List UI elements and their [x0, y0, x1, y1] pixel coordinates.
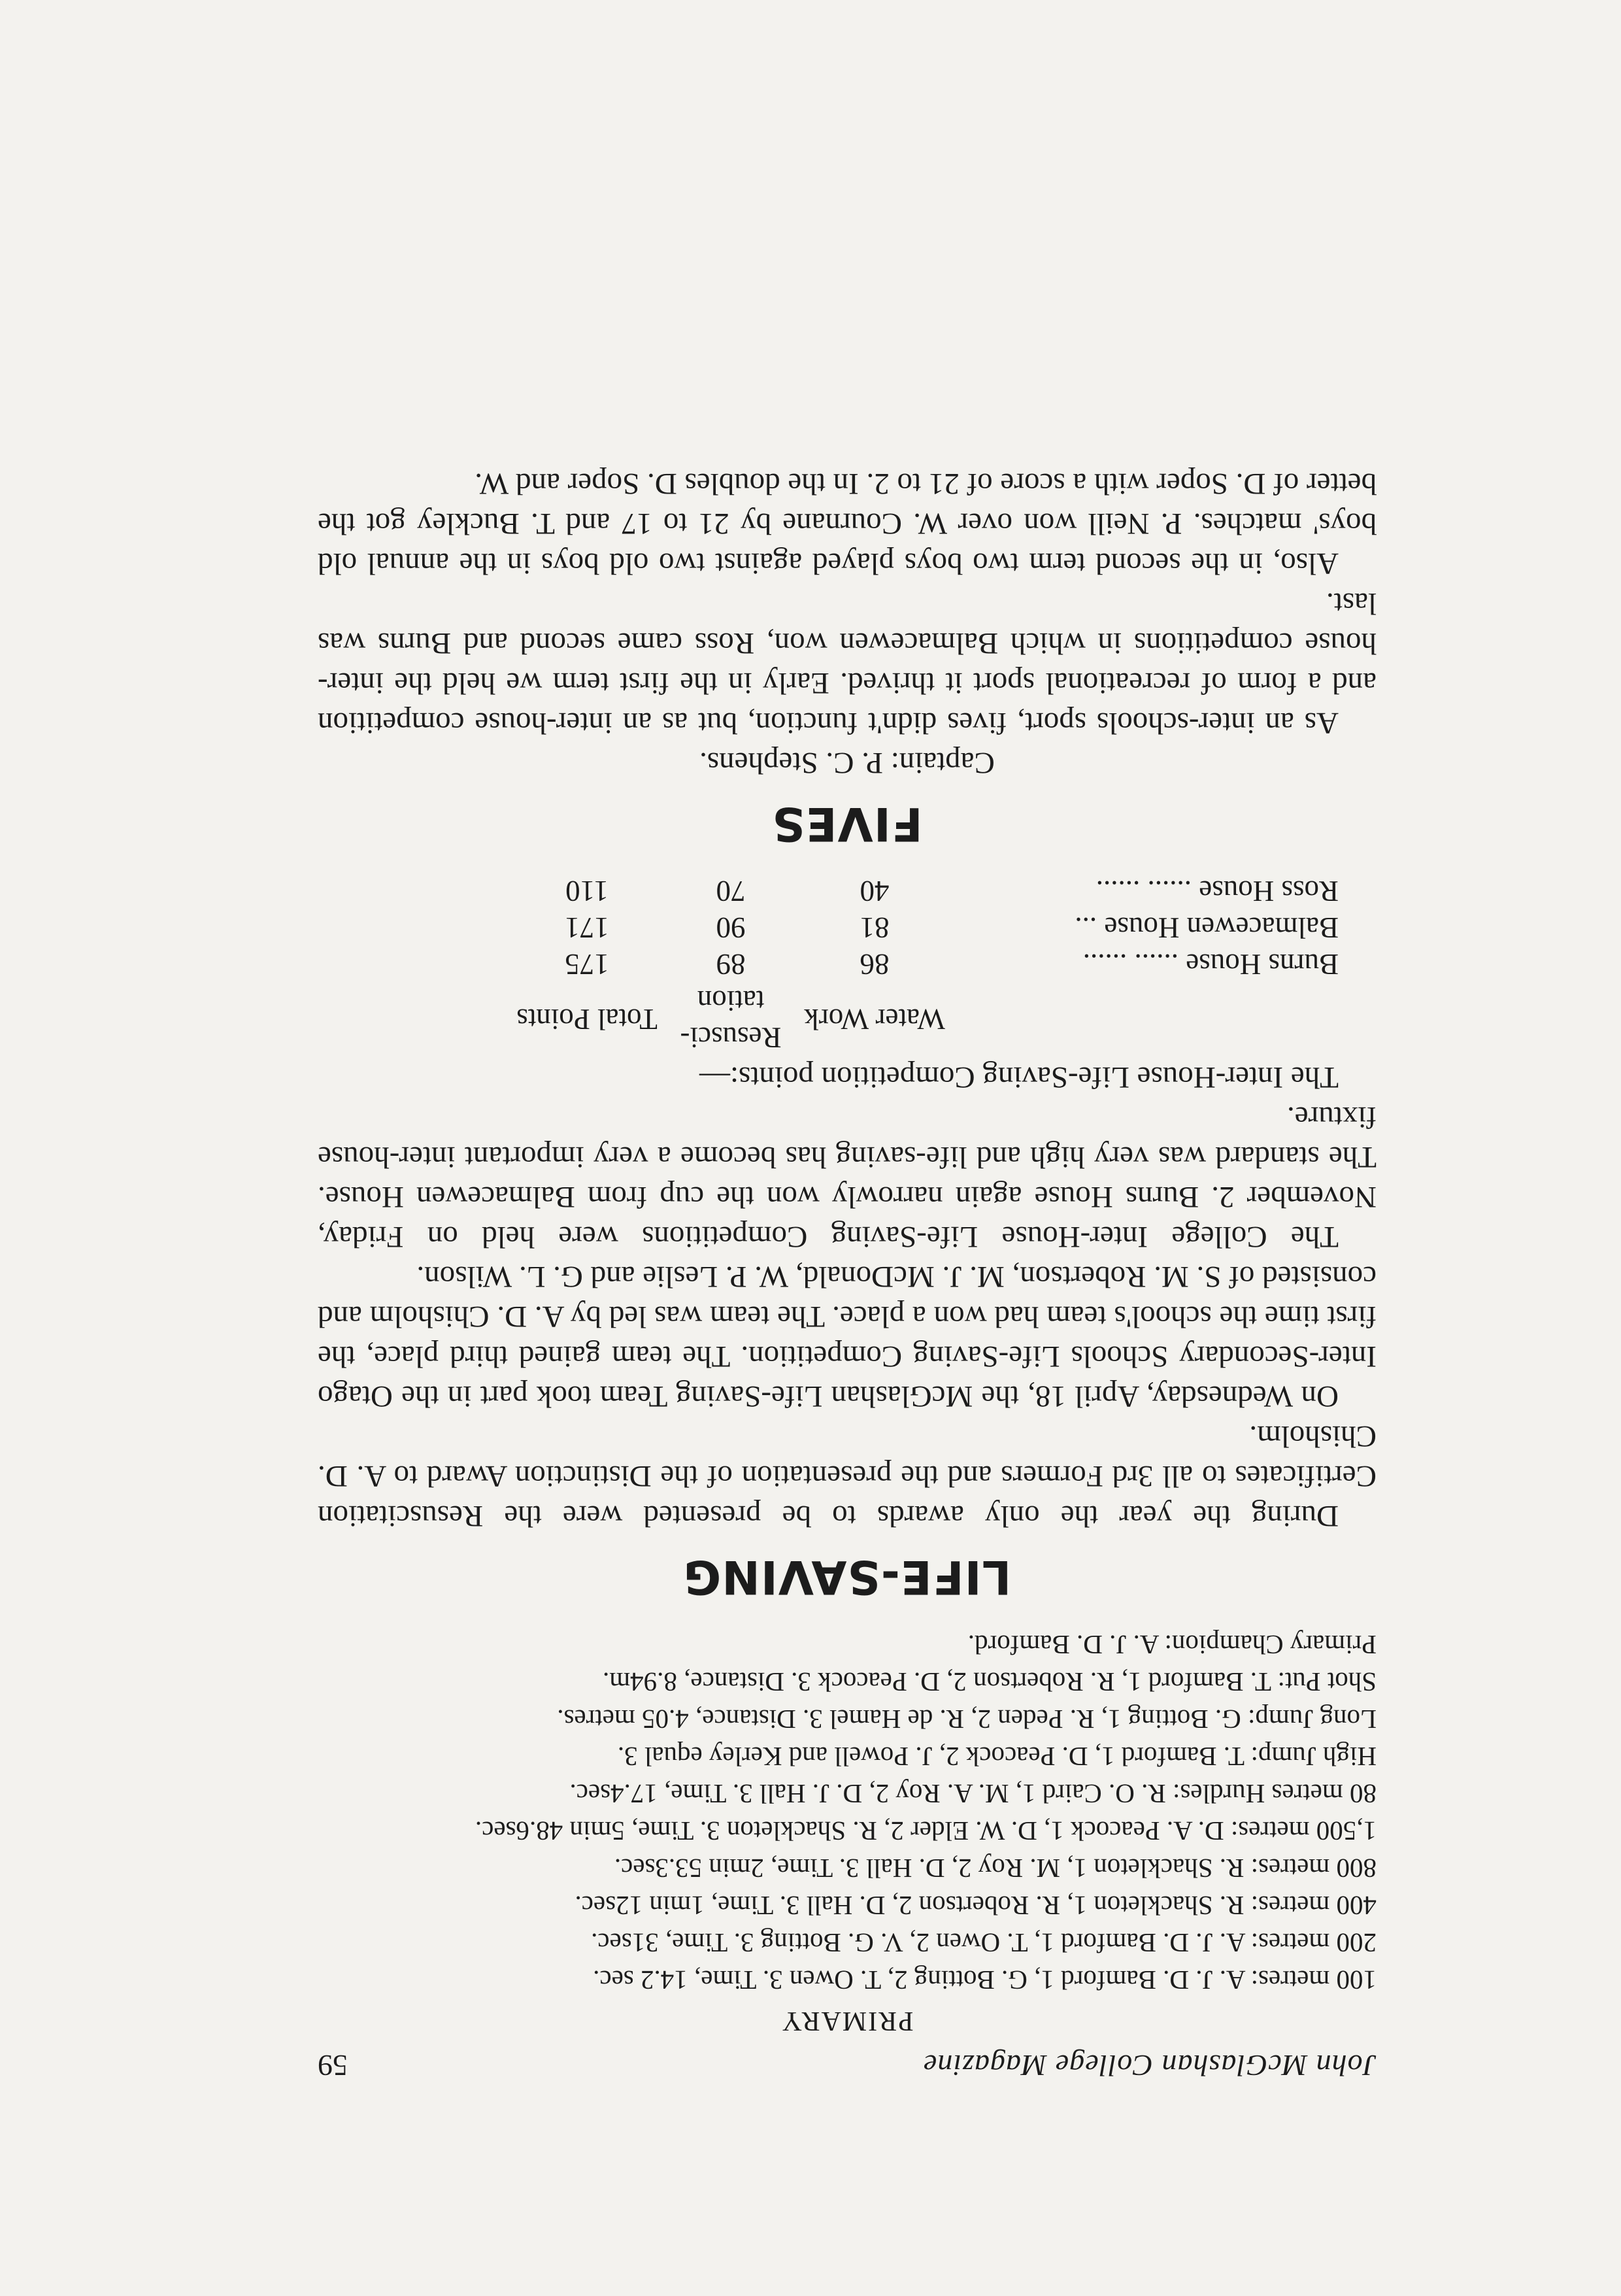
paragraph: During the year the only awards to be presented were the Resuscitation Certificates to all 3rd Formers and the presentation of the Distinction Award to A. D. Chisholm. [318, 1419, 1377, 1533]
column-header [946, 983, 1339, 1056]
water-work-score: 40 [860, 875, 890, 907]
result-line: 400 metres: R. Shackleton 1, R. Robertson 2, D. Hall 3. Time, 1min 12sec. [575, 1891, 1377, 1921]
points-intro: The Inter-House Life-Saving Competition points:— [699, 1060, 1339, 1094]
fives-captain: Captain: P. C. Stephens. [699, 746, 995, 780]
result-line: 1,500 metres: D. A. Peacock 1, D. W. Elder 2, R. Shackleton 3. Time, 5min 48.6sec. [475, 1816, 1377, 1846]
result-line: 200 metres: A. J. D. Bamford 1, T. Owen 2, V. G. Botting 3. Time, 31sec. [591, 1928, 1377, 1958]
total-points: 110 [565, 875, 609, 907]
paragraph: The College Inter-House Life-Saving Competitions were held on Friday, November 2. Burns House again narrowly won the cup from Balmacewen House. The standard was very high and life-saving has become a very important inter-house fixture. [318, 1100, 1377, 1254]
house-name: Ross House ...... ...... [1095, 875, 1339, 907]
fives-heading: FIVES [771, 797, 923, 851]
page-content [318, 464, 1377, 2083]
result-line: Primary Champion: A. J. D. Bamford. [967, 1630, 1377, 1660]
table-row [515, 873, 1339, 909]
magazine-title: John McGlashan College Magazine [922, 2049, 1377, 2082]
life-saving-heading: LIFE-SAVING [682, 1550, 1012, 1604]
total-points: 175 [565, 948, 609, 981]
points-table-header [515, 983, 1339, 1056]
house-name: Balmacewen House ... [1075, 911, 1339, 944]
points-table [515, 873, 1339, 1056]
table-row [515, 909, 1339, 946]
primary-heading: PRIMARY [780, 2006, 914, 2036]
result-line: 80 metres Hurdles: R. O. Caird 1, M. A. Roy 2, D. J. Hall 3. Time, 17.4sec. [569, 1779, 1377, 1809]
paragraph: Also, in the second term two boys played against two old boys in the annual old boys' matches. P. Neill won over W. Cournane by 21 to 17 and T. Buckley got the better of D. Soper with a score of 21 to 2. In the doubles D. Soper and W. [318, 467, 1377, 581]
water-work-score: 86 [860, 948, 890, 981]
result-line: Long Jump: G. Botting 1, R. Peden 2, R. de Hamel 3. Distance, 4.05 metres. [557, 1704, 1377, 1734]
result-line: High Jump: T. Bamford 1, D. Peacock 2, J. Powell and Kerley equal 3. [617, 1742, 1377, 1772]
total-points: 171 [565, 911, 609, 944]
column-header: Resusci- tation [680, 985, 782, 1054]
running-header [318, 2048, 1377, 2083]
result-line: 800 metres: R. Shackleton 1, M. Roy 2, D. Hall 3. Time, 2min 53.3sec. [614, 1853, 1377, 1883]
resuscitation-score: 90 [716, 911, 746, 944]
result-line: Shot Put: T. Bamford 1, R. Robertson 2, D. Peacock 3. Distance, 8.94m. [603, 1667, 1377, 1697]
column-header: Water Work [804, 1003, 945, 1036]
house-name: Burns House ...... ...... [1082, 948, 1339, 981]
paragraph: On Wednesday, April 18, the McGlashan Life-Saving Team took part in the Otago Inter-Secondary Schools Life-Saving Competition. The team gained third place, the first time the school's team had won a place. The team was led by A. D. Chisholm and consisted of S. M. Robertson, M. J. McDonald, W. P. Leslie and G. L. Wilson. [318, 1260, 1377, 1413]
paragraph: As an inter-schools sport, fives didn't function, but as an inter-house competition and a form of recreational sport it thrived. Early in the first term we held the inter-house competitions in which Balmacewen won, Ross came second and Burns was last. [318, 586, 1377, 740]
column-header: Total Points [516, 1003, 658, 1036]
water-work-score: 81 [860, 911, 890, 944]
result-line: 100 metres: A. J. D. Bamford 1, G. Botting 2, T. Owen 3. Time, 14.2 sec. [593, 1965, 1377, 1995]
resuscitation-score: 89 [716, 948, 746, 981]
primary-results [318, 1626, 1377, 1999]
resuscitation-score: 70 [716, 875, 746, 907]
table-row [515, 946, 1339, 983]
page-number: 59 [318, 2049, 348, 2082]
